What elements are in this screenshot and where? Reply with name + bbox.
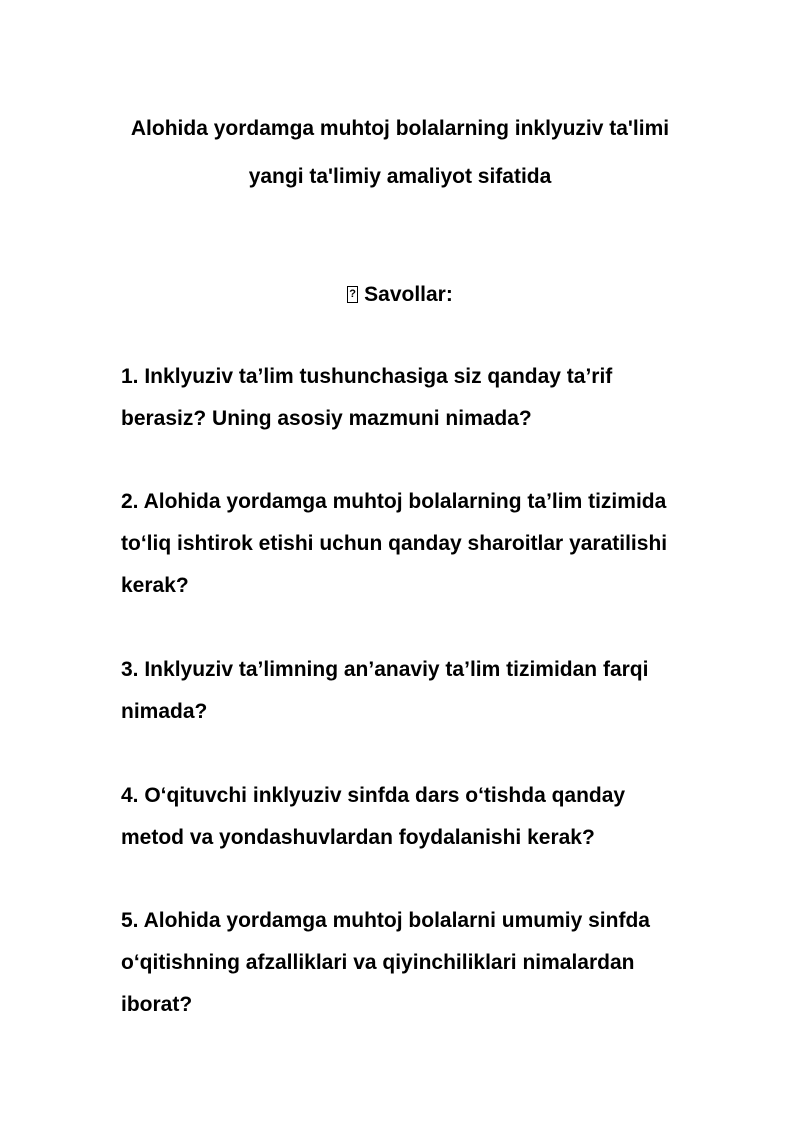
missing-glyph-icon	[347, 286, 358, 303]
question-line: 2. Alohida yordamga muhtoj bolalarning ta’lim tizimida	[121, 490, 667, 513]
question-line: nimada?	[121, 700, 208, 723]
question-line: 5. Alohida yordamga muhtoj bolalarni umumiy sinfda	[121, 909, 650, 932]
question-2	[121, 481, 691, 607]
question-line: metod va yondashuvlardan foydalanishi kerak?	[121, 826, 595, 849]
title-line: Alohida yordamga muhtoj bolalarning inklyuziv ta'limi	[130, 117, 670, 140]
question-line: kerak?	[121, 574, 189, 597]
question-line: o‘qitishning afzalliklari va qiyinchiliklari nimalardan	[121, 951, 635, 974]
section-heading	[0, 275, 800, 315]
document-title	[100, 105, 700, 201]
question-line: 3. Inklyuziv ta’limning an’anaviy ta’lim tizimidan farqi	[121, 658, 649, 681]
title-line: yangi ta'limiy amaliyot sifatida	[248, 165, 552, 188]
question-4	[121, 775, 691, 859]
question-line: iborat?	[121, 993, 193, 1016]
question-3	[121, 649, 691, 733]
question-line: 1. Inklyuziv ta’lim tushunchasiga siz qanday ta’rif	[121, 365, 613, 388]
section-heading-text: Savollar:	[364, 283, 453, 306]
question-1	[121, 356, 691, 440]
question-line: berasiz? Uning asosiy mazmuni nimada?	[121, 407, 532, 430]
question-line: to‘liq ishtirok etishi uchun qanday sharoitlar yaratilishi	[121, 532, 668, 555]
question-line: 4. O‘qituvchi inklyuziv sinfda dars o‘tishda qanday	[121, 784, 626, 807]
question-5	[121, 900, 691, 1026]
